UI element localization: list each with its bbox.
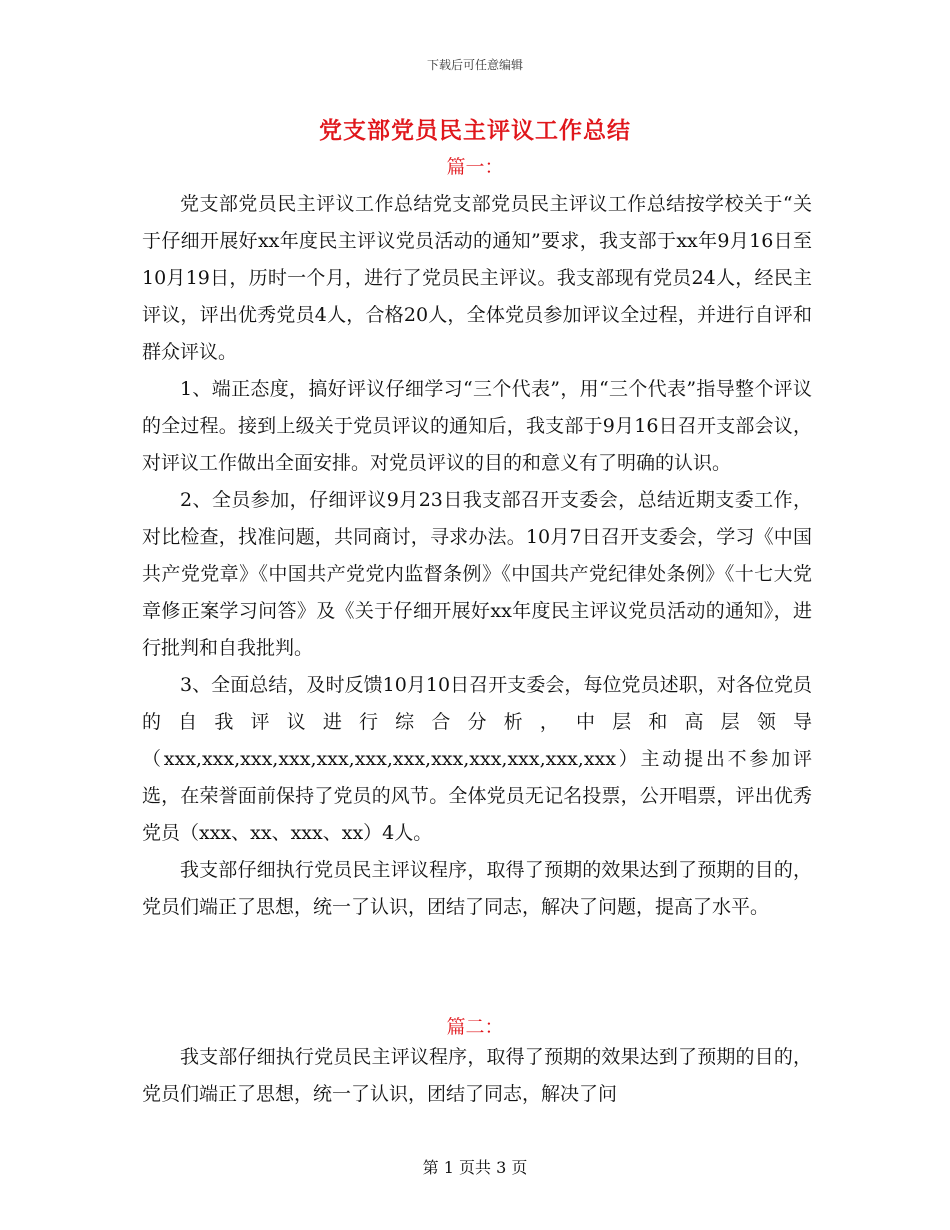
document-title: 党支部党员民主评议工作总结	[319, 117, 631, 144]
paragraph: 1、端正态度，搞好评议仔细学习“三个代表”，用“三个代表”指导整个评议的全过程。接到上级关于党员评议的通知后，我支部于9月16日召开支部会议，对评议工作做出全面安排。对党员评议的目的和意义有了明确的认识。	[142, 378, 812, 474]
paragraph: 3、全面总结，及时反馈10月10日召开支委会，每位党员述职，对各位党员的自我评议进行综合分析，中层和高层领导（xxx,xxx,xxx,xxx,xxx,xxx,xxx,xxx,xxx,xxx,xxx,xxx）主动提出不参加评选，在荣誉面前保持了党员的风节。全体党员无记名投票，公开唱票，评出优秀党员（xxx、xx、xxx、xx）4人。	[142, 674, 812, 844]
section-body-2	[142, 1039, 812, 1113]
section-heading-2: 篇二：	[446, 1016, 504, 1038]
paragraph: 我支部仔细执行党员民主评议程序，取得了预期的效果达到了预期的目的，党员们端正了思想，统一了认识，团结了同志，解决了问题，提高了水平。	[142, 859, 812, 918]
paragraph: 2、全员参加，仔细评议9月23日我支部召开支委会，总结近期支委工作，对比检查，找准问题，共同商讨，寻求办法。10月7日召开支委会，学习《中国共产党党章》《中国共产党党内监督条例》《中国共产党纪律处条例》《十七大党章修正案学习问答》及《关于仔细开展好xx年度民主评议党员活动的通知》，进行批判和自我批判。	[142, 489, 812, 659]
paragraph: 我支部仔细执行党员民主评议程序，取得了预期的效果达到了预期的目的，党员们端正了思想，统一了认识，团结了同志，解决了问	[142, 1046, 812, 1105]
section-heading-1: 篇一：	[446, 156, 504, 178]
page-footer: 第 1 页共 3 页	[422, 1158, 528, 1177]
page-header-note: 下载后可任意编辑	[426, 58, 523, 72]
section-body-1	[142, 186, 812, 926]
paragraph: 党支部党员民主评议工作总结党支部党员民主评议工作总结按学校关于“关于仔细开展好xx年度民主评议党员活动的通知”要求，我支部于xx年9月16日至10月19日，历时一个月，进行了党员民主评议。我支部现有党员24人，经民主评议，评出优秀党员4人，合格20人，全体党员参加评议全过程，并进行自评和群众评议。	[142, 193, 812, 363]
